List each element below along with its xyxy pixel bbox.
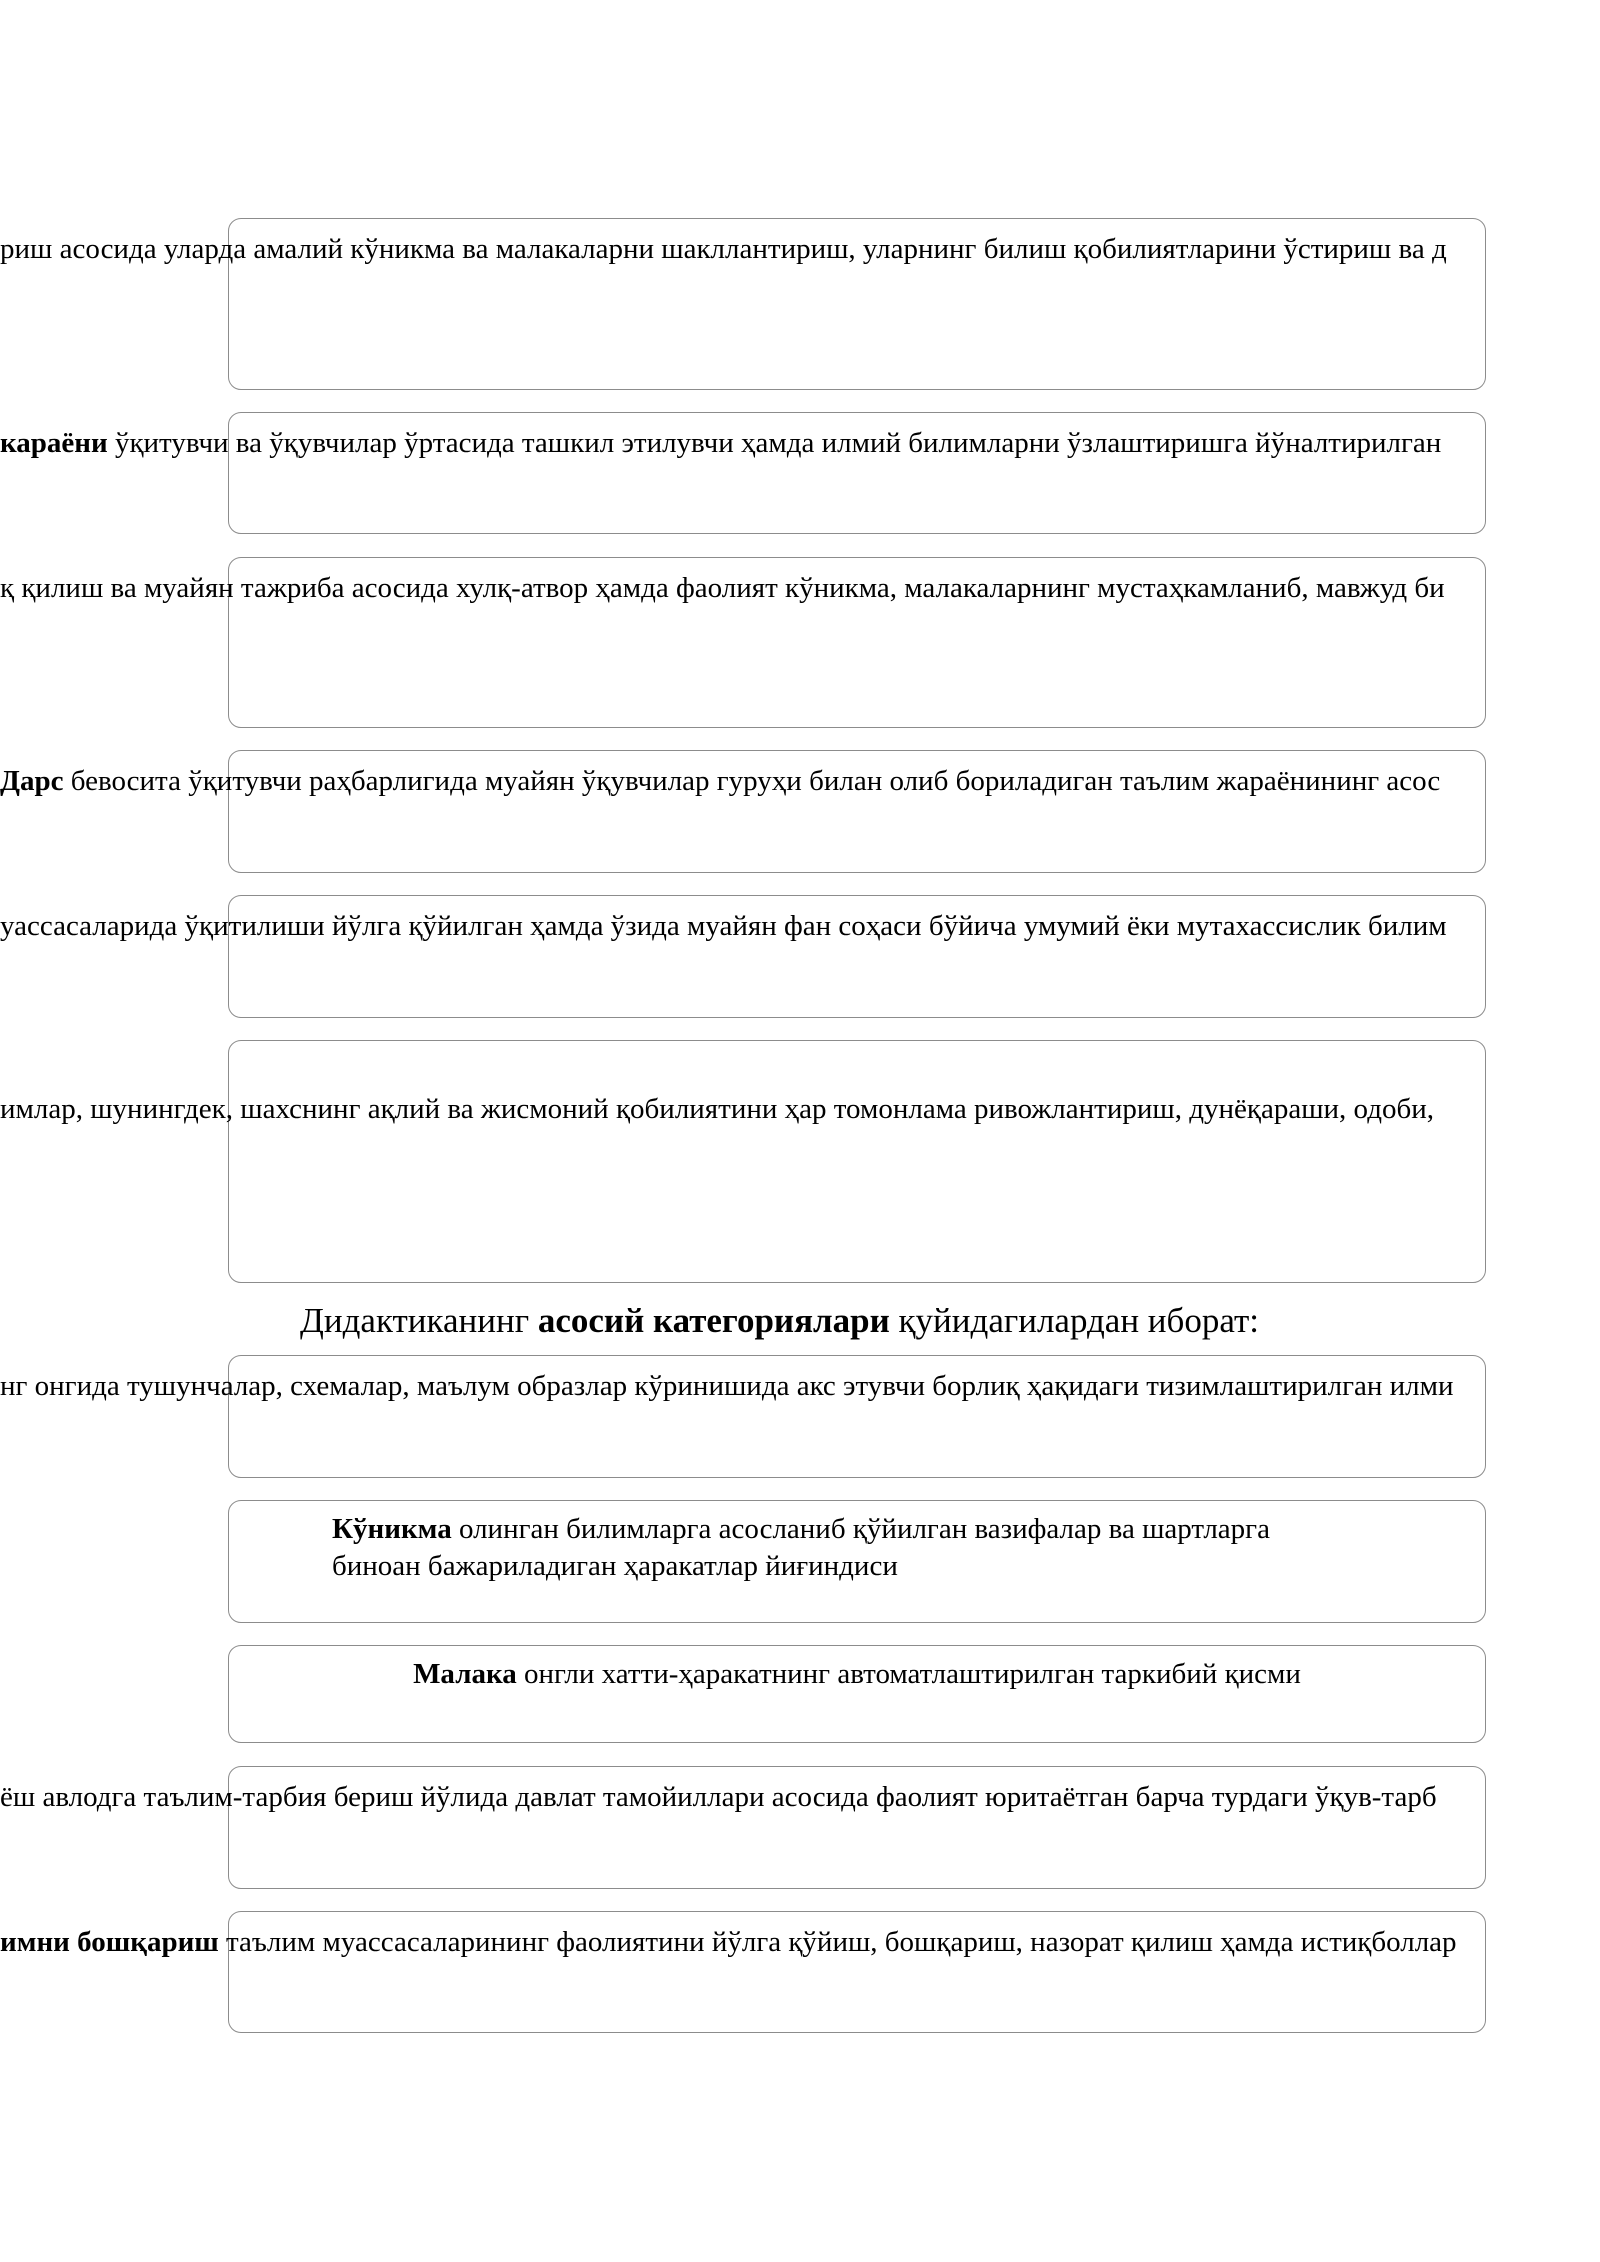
category-skill-line-1 [332,1511,1432,1548]
category-term-skill: Кўникма [332,1513,452,1545]
heading-suffix: қуйидагилардан иборат: [889,1301,1259,1340]
definition-text-7 [0,1780,1437,1814]
definition-text-3-body: қ қилиш ва муайян тажриба асосида хулқ-атвор ҳамда фаолият кўникма, малакаларнинг мустаҳкамланиб, мавжуд би [0,572,1445,604]
definition-term-8: имни бошқариш [0,1926,219,1958]
heading-prefix: Дидактиканинг [300,1301,538,1340]
category-text-habit [228,1656,1486,1693]
definition-text-2 [0,426,1441,460]
heading-bold: асосий категориялари [537,1301,890,1340]
definition-text-4 [0,764,1440,798]
definition-term-2: караёни [0,427,108,459]
definition-text-5 [0,909,1447,943]
definition-text-1-body: риш асосида уларда амалий кўникма ва малакаларни шакллантириш, уларнинг билиш қобилиятларини ўстириш ва д [0,233,1447,265]
definition-text-3 [0,571,1445,605]
category-text-knowledge-body: нг онгида тушунчалар, схемалар, маълум образлар кўринишида акс этувчи борлиқ ҳақидаги тизимлаштирилган илми [0,1370,1454,1402]
definition-term-4: Дарс [0,765,64,797]
category-text-knowledge [0,1369,1453,1403]
category-text-skill-body: олинган билимларга асосланиб қўйилган вазифалар ва шартларга [451,1513,1270,1545]
definition-text-4-body: бевосита ўқитувчи раҳбарлигида муайян ўқувчилар гуруҳи билан олиб бориладиган таълим жараёнининг асос [63,765,1441,797]
definition-text-2-body: ўқитувчи ва ўқувчилар ўртасида ташкил этилувчи ҳамда илмий билимларни ўзлаштиришга йўналтирилган [107,427,1442,459]
definition-box-6 [228,1040,1486,1283]
category-skill-line-2: биноан бажариладиган ҳаракатлар йиғиндиси [332,1550,898,1582]
category-term-habit: Малака [413,1658,517,1690]
categories-heading [300,1300,1259,1342]
category-text-skill [332,1511,1432,1585]
definition-text-8 [0,1925,1457,1959]
category-text-habit-body: онгли хатти-ҳаракатнинг автоматлаштирилган таркибий қисми [516,1658,1301,1690]
definition-text-8-body: таълим муассасаларининг фаолиятини йўлга қўйиш, бошқариш, назорат қилиш ҳамда истиқболлар [218,1926,1457,1958]
definition-text-6 [0,1092,1434,1126]
definition-text-1 [0,232,1447,266]
definition-text-5-body: уассасаларида ўқитилиши йўлга қўйилган ҳамда ўзида муайян фан соҳаси бўйича умумий ёки мутахассислик билим [0,910,1447,942]
definition-text-6-body: имлар, шунингдек, шахснинг ақлий ва жисмоний қобилиятини ҳар томонлама ривожлантириш, дунёқараши, одоби, [0,1093,1434,1125]
definition-text-7-body: ёш авлодга таълим-тарбия бериш йўлида давлат тамойиллари асосида фаолият юритаётган барча турдаги ўқув-тарб [0,1781,1437,1813]
